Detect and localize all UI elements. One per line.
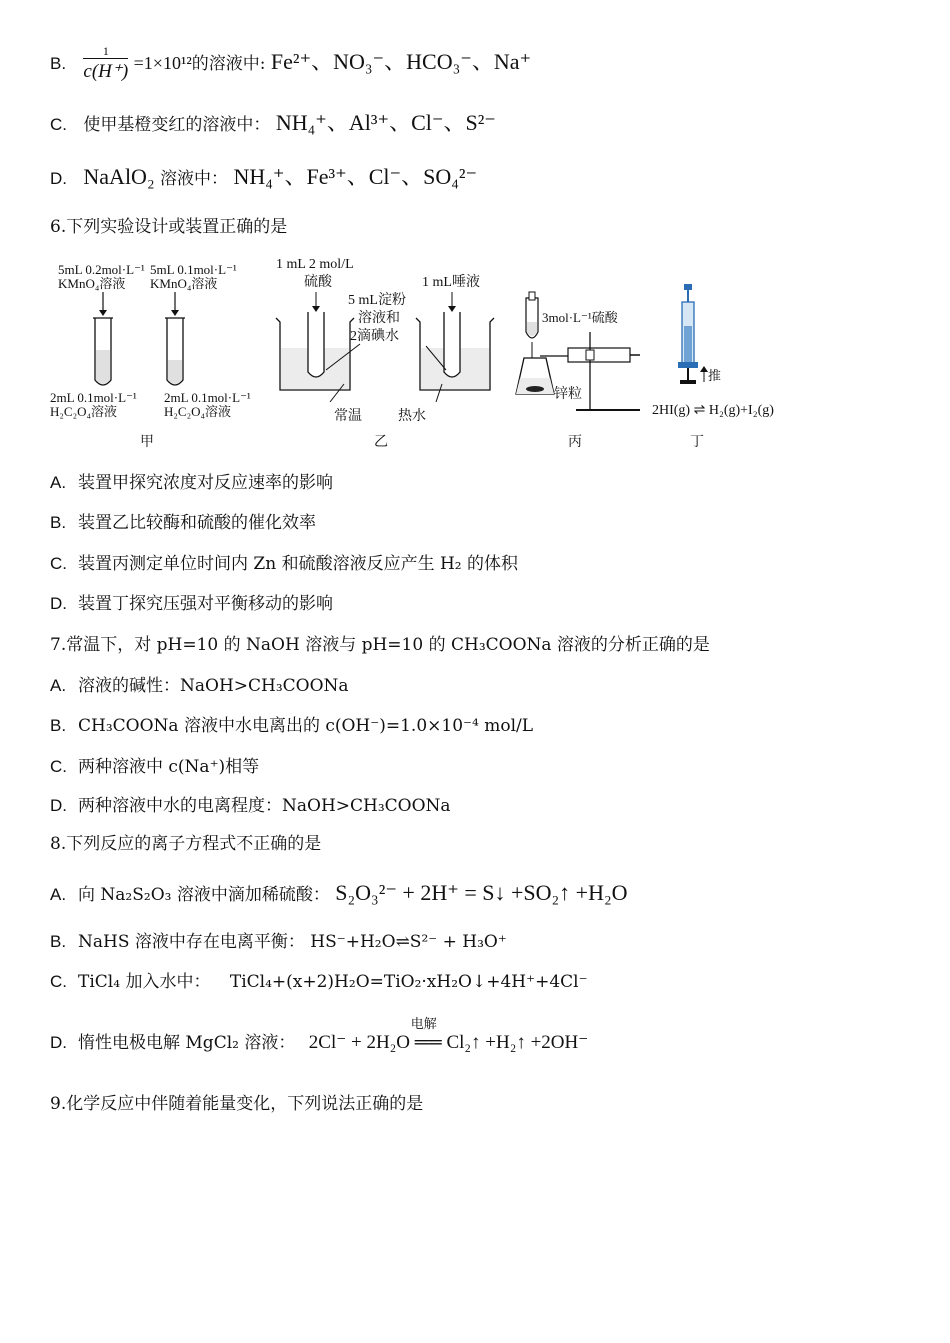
option-text: NaHS 溶液中存在电离平衡： bbox=[78, 932, 305, 952]
apparatus-yi bbox=[276, 257, 494, 450]
yi-saliva-label: 1 mL唾液 bbox=[422, 275, 480, 290]
option-text: 溶液中： bbox=[160, 169, 229, 189]
option-text: 使甲基橙变红的溶液中： bbox=[83, 115, 271, 135]
option-text: TiCl₄ 加入水中： bbox=[78, 972, 211, 992]
jia-top-right-2: KMnO₄溶液 bbox=[150, 276, 218, 291]
q5-option-c bbox=[50, 112, 496, 136]
option-letter: B. bbox=[50, 513, 67, 532]
option-letter: B. bbox=[50, 716, 67, 735]
ding-push-label: 推 bbox=[708, 368, 722, 383]
option-letter: B. bbox=[50, 54, 67, 73]
ion-list: NH₄⁺、Al³⁺、Cl⁻、S²⁻ bbox=[275, 110, 496, 135]
experiment-figure bbox=[40, 252, 820, 452]
option-letter: D. bbox=[50, 594, 67, 613]
bing-zinc-label: 锌粒 bbox=[554, 387, 582, 402]
condition-value: =1×10¹² bbox=[133, 53, 192, 73]
jia-bottom-left-2: H₂C₂O₄溶液 bbox=[50, 404, 118, 419]
yi-middle-line-3: 2滴碘水 bbox=[350, 329, 399, 344]
q5-option-d bbox=[50, 166, 477, 190]
yi-right-temp: 热水 bbox=[398, 409, 426, 424]
option-text: 装置甲探究浓度对反应速率的影响 bbox=[78, 473, 333, 493]
q8-option-b bbox=[50, 931, 507, 953]
q8-option-a bbox=[50, 882, 628, 906]
q9-stem: 9.化学反应中伴随着能量变化，下列说法正确的是 bbox=[50, 1094, 424, 1114]
condition-text: 的溶液中: bbox=[191, 54, 266, 74]
option-letter: D. bbox=[50, 1033, 67, 1052]
option-letter: C. bbox=[50, 115, 67, 134]
option-text: 溶液的碱性：NaOH>CH₃COONa bbox=[78, 676, 349, 696]
jia-top-left-1: 5mL 0.2mol·L⁻¹ bbox=[58, 262, 145, 277]
jia-bottom-left-1: 2mL 0.1mol·L⁻¹ bbox=[50, 390, 137, 405]
option-text: 惰性电极电解 MgCl₂ 溶液： bbox=[78, 1033, 296, 1053]
q7-option-d bbox=[50, 795, 451, 817]
jia-caption: 甲 bbox=[140, 435, 154, 450]
option-letter: A. bbox=[50, 473, 67, 492]
jia-top-right-1: 5mL 0.1mol·L⁻¹ bbox=[150, 262, 237, 277]
ding-caption: 丁 bbox=[690, 435, 704, 450]
option-text: CH₃COONa 溶液中水电离出的 c(OH⁻)=1.0×10⁻⁴ mol/L bbox=[78, 716, 534, 736]
option-letter: A. bbox=[50, 885, 67, 904]
jia-top-left-2: KMnO₄溶液 bbox=[58, 276, 126, 291]
option-text: 装置丙测定单位时间内 Zn 和硫酸溶液反应产生 H₂ 的体积 bbox=[78, 554, 519, 574]
bing-caption: 丙 bbox=[568, 435, 582, 450]
q6-option-a bbox=[50, 472, 333, 494]
bing-acid-label: 3mol·L⁻¹硫酸 bbox=[542, 310, 618, 325]
ionic-equation: HS⁻+H₂O⇌S²⁻ + H₃O⁺ bbox=[310, 932, 507, 952]
q6-option-c bbox=[50, 553, 518, 575]
yi-middle-line-1: 5 mL淀粉 bbox=[348, 293, 406, 308]
fraction-denominator: c(H⁺) bbox=[83, 61, 129, 82]
q7-option-a bbox=[50, 675, 349, 697]
yi-middle-line-2: 溶液和 bbox=[358, 311, 400, 326]
q5-option-b bbox=[50, 44, 531, 85]
option-letter: D. bbox=[50, 169, 67, 188]
electrolysis-condition: 电解 bbox=[410, 1017, 437, 1032]
q6-stem: 6.下列实验设计或装置正确的是 bbox=[50, 217, 288, 237]
apparatus-bing bbox=[516, 292, 640, 450]
fraction-numerator: 1 bbox=[83, 44, 128, 59]
option-text: 向 Na₂S₂O₃ 溶液中滴加稀硫酸： bbox=[78, 885, 330, 905]
fraction bbox=[83, 44, 128, 85]
q8-option-c bbox=[50, 971, 588, 993]
yi-caption: 乙 bbox=[374, 435, 388, 450]
option-letter: A. bbox=[50, 676, 67, 695]
q6-option-b bbox=[50, 512, 316, 534]
jia-bottom-right-2: H₂C₂O₄溶液 bbox=[164, 404, 232, 419]
ionic-equation: 2Cl⁻ + 2H₂O ══ Cl₂↑ +H₂↑ +2OH⁻ bbox=[308, 1032, 589, 1053]
reagent: NaAlO₂ bbox=[83, 164, 155, 189]
option-letter: C. bbox=[50, 757, 67, 776]
q7-stem: 7.常温下，对 pH=10 的 NaOH 溶液与 pH=10 的 CH₃COONa 溶液的分析正确的是 bbox=[50, 635, 710, 655]
option-text: 装置丁探究压强对平衡移动的影响 bbox=[78, 594, 333, 614]
ding-equation: 2HI(g) ⇌ H₂(g)+I₂(g) bbox=[652, 403, 774, 418]
option-letter: B. bbox=[50, 932, 67, 951]
ionic-equation: TiCl₄+(x+2)H₂O=TiO₂·xH₂O↓+4H⁺+4Cl⁻ bbox=[229, 972, 588, 992]
option-text: 两种溶液中水的电离程度：NaOH>CH₃COONa bbox=[78, 796, 451, 816]
yi-acid-line-2: 硫酸 bbox=[304, 275, 332, 290]
q7-option-c bbox=[50, 756, 259, 778]
apparatus-ding bbox=[652, 284, 774, 450]
ion-list: Fe²⁺、NO₃⁻、HCO₃⁻、Na⁺ bbox=[270, 49, 532, 74]
option-text: 两种溶液中 c(Na⁺)相等 bbox=[78, 757, 260, 777]
q8-stem: 8.下列反应的离子方程式不正确的是 bbox=[50, 834, 322, 854]
q6-option-d bbox=[50, 593, 333, 615]
apparatus-jia bbox=[50, 262, 251, 450]
q7-option-b bbox=[50, 715, 533, 737]
yi-left-temp: 常温 bbox=[334, 409, 362, 424]
yi-acid-line-1: 1 mL 2 mol/L bbox=[276, 257, 354, 272]
option-text: 装置乙比较酶和硫酸的催化效率 bbox=[78, 513, 316, 533]
option-letter: D. bbox=[50, 796, 67, 815]
q8-option-d bbox=[50, 1017, 589, 1054]
option-letter: C. bbox=[50, 972, 67, 991]
jia-bottom-right-1: 2mL 0.1mol·L⁻¹ bbox=[164, 390, 251, 405]
ionic-equation: S₂O₃²⁻ + 2H⁺ = S↓ +SO₂↑ +H₂O bbox=[335, 880, 628, 905]
ion-list: NH₄⁺、Fe³⁺、Cl⁻、SO₄²⁻ bbox=[233, 164, 478, 189]
option-letter: C. bbox=[50, 554, 67, 573]
